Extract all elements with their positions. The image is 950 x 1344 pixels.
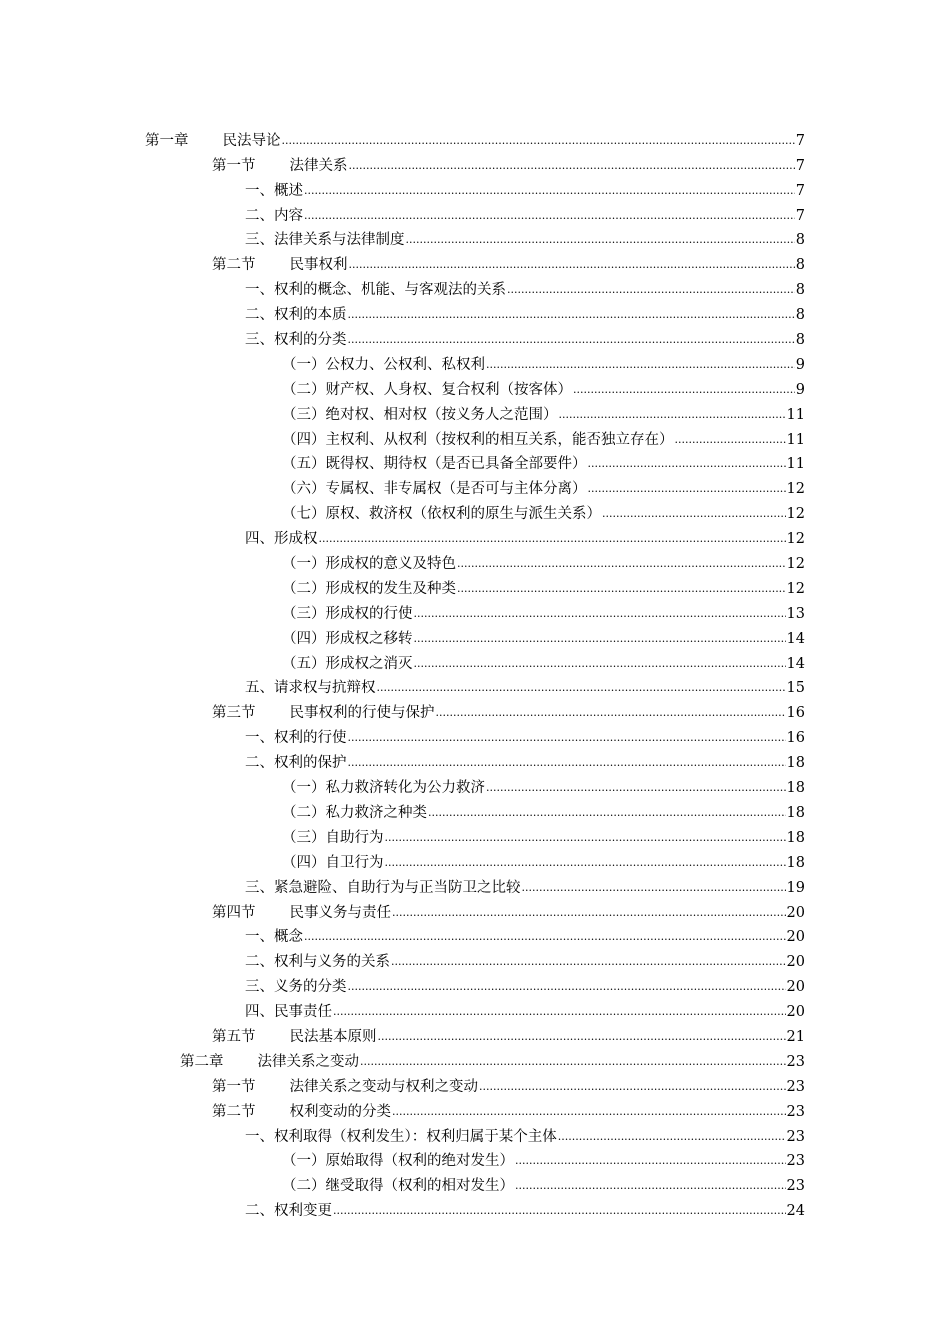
toc-entry-page-number: 7: [795, 157, 805, 174]
toc-entry-page-number: 13: [786, 605, 805, 622]
dot-leader: [392, 1103, 786, 1121]
toc-entry-title: 四、民事责任: [245, 1004, 332, 1021]
toc-entry[interactable]: [0, 847, 950, 872]
dot-leader: [348, 978, 786, 996]
dot-leader: [304, 182, 795, 200]
toc-entry-label: [245, 207, 303, 225]
toc-entry[interactable]: [0, 150, 950, 175]
table-of-contents: [0, 125, 950, 1220]
toc-entry-title: 三、紧急避险、自助行为与正当防卫之比较: [245, 879, 521, 896]
toc-entry[interactable]: [0, 598, 950, 623]
toc-entry-title: 权利变动的分类: [289, 1103, 391, 1120]
dot-leader: [588, 480, 786, 498]
toc-entry-page-number: 16: [786, 730, 805, 747]
toc-entry-title: 民事权利: [289, 257, 348, 274]
toc-entry-page-number: 23: [786, 1178, 805, 1195]
toc-entry-title: 二、权利变更: [245, 1203, 332, 1220]
toc-entry-title: （二）财产权、人身权、复合权利（按客体）: [282, 381, 572, 398]
toc-entry-label: [282, 381, 572, 399]
toc-entry[interactable]: [0, 548, 950, 573]
toc-entry-title: 一、概念: [245, 929, 303, 946]
dot-leader: [378, 1028, 786, 1046]
toc-entry[interactable]: [0, 872, 950, 897]
toc-entry-number: 第一节: [212, 1078, 256, 1095]
toc-entry[interactable]: [0, 772, 950, 797]
toc-entry-title: （三）绝对权、相对权（按义务人之范围）: [282, 406, 558, 423]
toc-entry-label: [282, 854, 384, 872]
toc-entry[interactable]: [0, 324, 950, 349]
toc-entry-page-number: 20: [786, 1004, 805, 1021]
toc-entry[interactable]: [0, 424, 950, 449]
dot-leader: [507, 281, 795, 299]
toc-entry-title: （一）公权力、公权利、私权利: [282, 356, 485, 373]
dot-leader: [282, 132, 795, 150]
toc-entry-title: （二）私力救济之种类: [282, 804, 427, 821]
toc-entry-label: [245, 1128, 557, 1146]
toc-entry-label: [245, 953, 390, 971]
toc-entry-page-number: 20: [786, 904, 805, 921]
toc-entry-label: [212, 157, 348, 175]
dot-leader: [360, 1053, 786, 1071]
dot-leader: [675, 431, 786, 449]
toc-entry[interactable]: [0, 225, 950, 250]
dot-leader: [486, 779, 786, 797]
toc-entry[interactable]: [0, 747, 950, 772]
toc-entry-title: （三）自助行为: [282, 829, 384, 846]
toc-entry-title: 民法基本原则: [289, 1028, 377, 1045]
dot-leader: [559, 406, 786, 424]
toc-entry-label: [282, 630, 413, 648]
toc-entry-page-number: 14: [786, 630, 805, 647]
toc-entry-page-number: 20: [786, 954, 805, 971]
toc-entry-number: 第五节: [212, 1028, 256, 1045]
toc-entry-label: [180, 1053, 359, 1071]
toc-entry-title: （四）自卫行为: [282, 854, 384, 871]
toc-entry-page-number: 12: [786, 506, 805, 523]
toc-entry-page-number: 23: [786, 1103, 805, 1120]
toc-entry-number: 第四节: [212, 904, 256, 921]
toc-entry-label: [245, 679, 376, 697]
toc-entry-label: [212, 904, 391, 922]
dot-leader: [457, 580, 786, 598]
dot-leader: [349, 157, 795, 175]
toc-entry-page-number: 23: [786, 1053, 805, 1070]
toc-entry-title: 二、权利的本质: [245, 307, 347, 324]
toc-entry-page-number: 8: [795, 307, 805, 324]
toc-entry-label: [245, 530, 318, 548]
toc-entry-page-number: 23: [786, 1128, 805, 1145]
toc-entry-number: 第一章: [145, 132, 189, 149]
dot-leader: [588, 455, 786, 473]
toc-entry[interactable]: [0, 274, 950, 299]
dot-leader: [349, 256, 795, 274]
toc-entry[interactable]: [0, 399, 950, 424]
toc-entry-label: [282, 655, 413, 673]
toc-entry-title: 民事权利的行使与保护: [289, 705, 435, 722]
toc-entry-label: [282, 356, 485, 374]
dot-leader: [414, 605, 786, 623]
toc-entry-label: [245, 306, 347, 324]
dot-leader: [333, 1003, 786, 1021]
toc-entry[interactable]: [0, 1170, 950, 1195]
dot-leader: [333, 1202, 786, 1220]
dot-leader: [348, 306, 795, 324]
toc-entry-page-number: 7: [795, 132, 805, 149]
toc-entry[interactable]: [0, 971, 950, 996]
toc-entry-number: 第二节: [212, 1103, 256, 1120]
dot-leader: [385, 829, 786, 847]
toc-entry-label: [212, 704, 435, 722]
toc-entry[interactable]: [0, 648, 950, 673]
toc-entry-label: [212, 1103, 391, 1121]
toc-entry-label: [245, 231, 405, 249]
dot-leader: [348, 729, 786, 747]
dot-leader: [479, 1078, 786, 1096]
toc-entry[interactable]: [0, 349, 950, 374]
toc-entry-title: 二、权利与义务的关系: [245, 954, 390, 971]
toc-entry[interactable]: [0, 673, 950, 698]
dot-leader: [522, 879, 786, 897]
toc-entry-title: 三、法律关系与法律制度: [245, 232, 405, 249]
toc-entry-label: [282, 605, 413, 623]
toc-entry-title: （五）既得权、期待权（是否已具备全部要件）: [282, 456, 587, 473]
toc-entry[interactable]: [0, 697, 950, 722]
toc-entry-title: 法律关系之变动与权利之变动: [289, 1078, 478, 1095]
toc-entry-title: （一）原始取得（权利的绝对发生）: [282, 1153, 514, 1170]
toc-entry-title: 三、权利的分类: [245, 332, 347, 349]
toc-entry-title: 民事义务与责任: [289, 904, 391, 921]
toc-entry-label: [282, 406, 558, 424]
toc-entry-label: [245, 928, 303, 946]
toc-entry-number: 第二章: [180, 1053, 224, 1070]
toc-entry-title: （四）主权利、从权利（按权利的相互关系，能否独立存在）: [282, 431, 674, 448]
toc-entry-label: [282, 480, 587, 498]
toc-entry-page-number: 12: [786, 531, 805, 548]
toc-entry-page-number: 11: [786, 431, 805, 448]
toc-entry[interactable]: [0, 175, 950, 200]
toc-entry-label: [282, 1152, 514, 1170]
toc-entry-label: [282, 555, 456, 573]
toc-entry-label: [245, 182, 303, 200]
toc-entry-label: [245, 978, 347, 996]
toc-entry-page-number: 19: [786, 879, 805, 896]
toc-entry-label: [282, 1177, 514, 1195]
toc-entry[interactable]: [0, 996, 950, 1021]
toc-entry-page-number: 15: [786, 680, 805, 697]
toc-entry-page-number: 18: [786, 755, 805, 772]
dot-leader: [385, 854, 786, 872]
toc-entry-page-number: 11: [786, 406, 805, 423]
toc-entry-label: [282, 580, 456, 598]
toc-entry-page-number: 18: [786, 854, 805, 871]
toc-entry-page-number: 9: [795, 356, 805, 373]
toc-entry-page-number: 18: [786, 829, 805, 846]
toc-entry-label: [282, 829, 384, 847]
dot-leader: [515, 1177, 786, 1195]
toc-entry-title: 法律关系之变动: [257, 1053, 359, 1070]
toc-entry-label: [245, 729, 347, 747]
toc-entry[interactable]: [0, 1071, 950, 1096]
toc-entry-title: 四、形成权: [245, 531, 318, 548]
toc-entry-title: （二）形成权的发生及种类: [282, 580, 456, 597]
toc-entry-title: 二、权利的保护: [245, 755, 347, 772]
toc-entry-title: （四）形成权之移转: [282, 630, 413, 647]
toc-entry[interactable]: [0, 473, 950, 498]
toc-entry-number: 第二节: [212, 257, 256, 274]
toc-entry-page-number: 21: [786, 1028, 805, 1045]
toc-entry[interactable]: [0, 1046, 950, 1071]
toc-entry[interactable]: [0, 1021, 950, 1046]
dot-leader: [392, 904, 786, 922]
toc-entry-page-number: 23: [786, 1078, 805, 1095]
toc-entry-page-number: 18: [786, 780, 805, 797]
toc-entry-title: 民法导论: [222, 132, 281, 149]
toc-entry-title: 一、权利的概念、机能、与客观法的关系: [245, 282, 506, 299]
dot-leader: [515, 1152, 786, 1170]
toc-entry-label: [212, 256, 348, 274]
dot-leader: [558, 1128, 786, 1146]
toc-entry-title: 二、内容: [245, 207, 303, 224]
toc-entry-page-number: 14: [786, 655, 805, 672]
toc-entry-page-number: 7: [795, 182, 805, 199]
toc-entry[interactable]: [0, 1146, 950, 1171]
dot-leader: [304, 928, 786, 946]
toc-entry-page-number: 7: [795, 207, 805, 224]
toc-entry-page-number: 11: [786, 456, 805, 473]
toc-entry-title: 三、义务的分类: [245, 979, 347, 996]
toc-entry[interactable]: [0, 722, 950, 747]
toc-entry-label: [282, 431, 674, 449]
toc-entry-label: [245, 754, 347, 772]
dot-leader: [377, 679, 786, 697]
toc-entry[interactable]: [0, 498, 950, 523]
toc-entry-title: （七）原权、救济权（依权利的原生与派生关系）: [282, 506, 601, 523]
toc-entry[interactable]: [0, 1096, 950, 1121]
toc-entry-page-number: 16: [786, 705, 805, 722]
toc-entry-title: （五）形成权之消灭: [282, 655, 413, 672]
toc-entry-page-number: 20: [786, 979, 805, 996]
toc-entry-label: [145, 132, 281, 150]
dot-leader: [391, 953, 786, 971]
toc-entry-label: [245, 281, 506, 299]
toc-entry-label: [245, 1003, 332, 1021]
toc-entry[interactable]: [0, 1195, 950, 1220]
toc-entry[interactable]: [0, 523, 950, 548]
dot-leader: [457, 555, 786, 573]
toc-entry-title: 一、权利取得（权利发生）：权利归属于某个主体: [245, 1128, 557, 1145]
toc-entry-title: （一）形成权的意义及特色: [282, 556, 456, 573]
toc-entry[interactable]: [0, 125, 950, 150]
toc-entry[interactable]: [0, 797, 950, 822]
dot-leader: [436, 704, 786, 722]
toc-entry-page-number: 8: [795, 282, 805, 299]
dot-leader: [486, 356, 795, 374]
toc-entry-label: [282, 455, 587, 473]
toc-entry[interactable]: [0, 374, 950, 399]
toc-entry-title: （一）私力救济转化为公力救济: [282, 780, 485, 797]
dot-leader: [406, 231, 795, 249]
toc-entry-page-number: 8: [795, 257, 805, 274]
toc-entry[interactable]: [0, 946, 950, 971]
toc-entry[interactable]: [0, 449, 950, 474]
toc-entry[interactable]: [0, 200, 950, 225]
toc-entry-page-number: 12: [786, 580, 805, 597]
toc-entry-label: [212, 1028, 377, 1046]
toc-entry-number: 第一节: [212, 157, 256, 174]
toc-entry-title: 法律关系: [289, 157, 348, 174]
toc-entry-page-number: 20: [786, 929, 805, 946]
toc-entry-title: 一、权利的行使: [245, 730, 347, 747]
toc-entry-number: 第三节: [212, 705, 256, 722]
toc-entry-page-number: 12: [786, 481, 805, 498]
dot-leader: [602, 505, 786, 523]
toc-entry-title: （三）形成权的行使: [282, 605, 413, 622]
toc-entry-label: [282, 779, 485, 797]
toc-entry-title: 五、请求权与抗辩权: [245, 680, 376, 697]
toc-entry[interactable]: [0, 1121, 950, 1146]
toc-entry-label: [245, 331, 347, 349]
toc-entry[interactable]: [0, 249, 950, 274]
toc-entry-title: （二）继受取得（权利的相对发生）: [282, 1178, 514, 1195]
toc-entry-label: [245, 1202, 332, 1220]
toc-entry[interactable]: [0, 299, 950, 324]
toc-entry-page-number: 9: [795, 381, 805, 398]
toc-entry-page-number: 23: [786, 1153, 805, 1170]
toc-entry[interactable]: [0, 623, 950, 648]
dot-leader: [573, 381, 795, 399]
toc-entry-title: 一、概述: [245, 182, 303, 199]
dot-leader: [414, 655, 786, 673]
dot-leader: [319, 530, 786, 548]
dot-leader: [414, 630, 786, 648]
dot-leader: [428, 804, 786, 822]
toc-entry-title: （六）专属权、非专属权（是否可与主体分离）: [282, 481, 587, 498]
toc-entry-page-number: 18: [786, 804, 805, 821]
toc-entry[interactable]: [0, 922, 950, 947]
toc-entry-label: [282, 505, 601, 523]
toc-entry-page-number: 8: [795, 232, 805, 249]
toc-entry-label: [282, 804, 427, 822]
toc-entry[interactable]: [0, 822, 950, 847]
dot-leader: [348, 331, 795, 349]
dot-leader: [348, 754, 786, 772]
toc-entry-label: [245, 879, 521, 897]
dot-leader: [304, 207, 795, 225]
toc-entry[interactable]: [0, 573, 950, 598]
toc-entry-page-number: 8: [795, 332, 805, 349]
toc-entry[interactable]: [0, 897, 950, 922]
toc-entry-label: [212, 1078, 478, 1096]
toc-entry-page-number: 24: [786, 1203, 805, 1220]
toc-entry-page-number: 12: [786, 556, 805, 573]
